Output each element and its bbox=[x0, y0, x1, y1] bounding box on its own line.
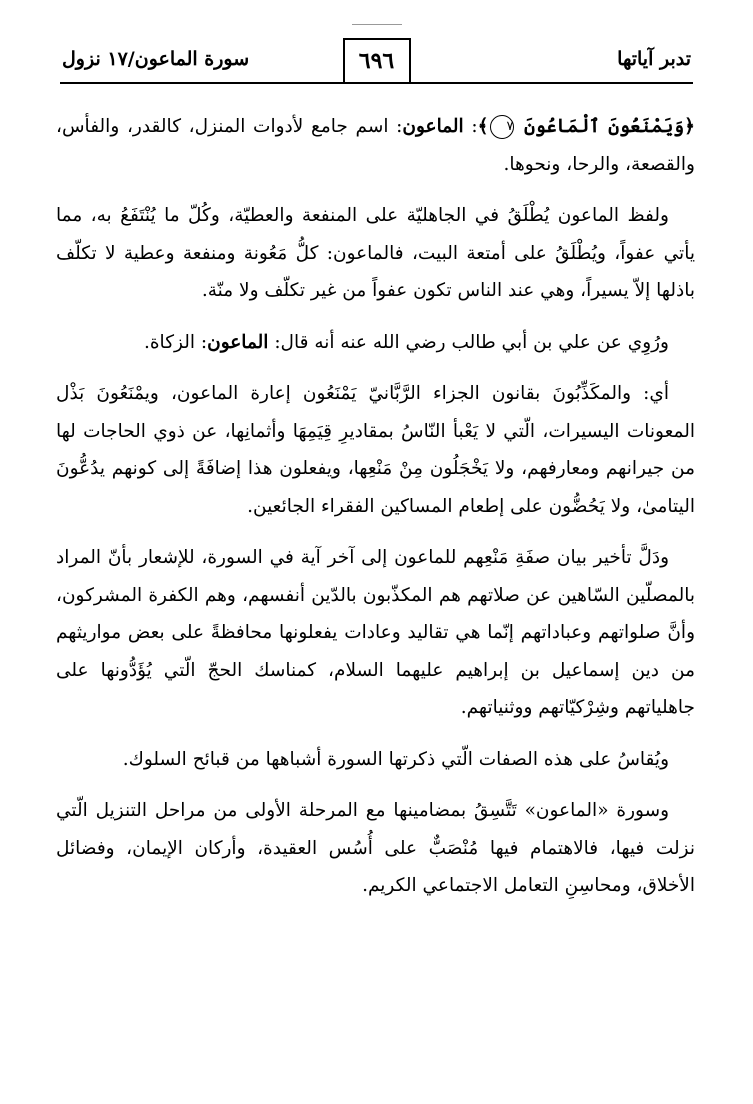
page-number: ٦٩٦ bbox=[343, 38, 411, 82]
header-tick-rule bbox=[352, 24, 402, 25]
chapter-title: سورة الماعون/١٧ نزول bbox=[62, 48, 250, 70]
defined-term: الماعون bbox=[402, 116, 464, 137]
paragraph-text: ولفظ الماعون يُطْلَقُ في الجاهليّة على المنفعة والعطيّة، وكُلّ ما يُنْتَفَعُ به، مما يأتي عفواً، ويُطْلَقُ على أمتعة البيت، فالماعون: كلُّ مَعُونة ومنفعة وعطية لا تكلّف باذلها إلاّ يسيراً، وهي عند الناس تكون عفواً من غير تكلّف ولا منّة. bbox=[56, 205, 695, 301]
paragraph-indication bbox=[56, 539, 695, 727]
narration-answer: الزكاة. bbox=[143, 331, 195, 353]
paragraph-meaning bbox=[56, 197, 695, 310]
verse-number-icon: ٧ bbox=[490, 115, 514, 139]
page-body bbox=[56, 108, 695, 919]
paragraph-text: وسورة «الماعون» تَتَّسِقُ بمضامينها مع المرحلة الأولى من مراحل التنزيل الّتي نزلت فيها، فالاهتمام فيها مُنْصَبٌّ على أُسُس العقيدة، وأركان الإيمان، وفضائل الأخلاق، ومحاسِنِ التعامل الاجتماعي الكريم. bbox=[56, 800, 695, 896]
narration-term: الماعون bbox=[207, 331, 269, 353]
page-header bbox=[60, 38, 693, 84]
paragraph-text: ودَلَّ تأخير بيان صفَةِ مَنْعِهم للماعون إلى آخر آية في السورة، للإشعار بأنّ المراد بالمصلّين السّاهين عن صلاتهم هم المكذّبون بالدّين أنفسهم، وهم الكفرة المشركون، وأنَّ صلواتهم وعباداتهم إنّما هي تقاليد وعادات يفعلونها محافظةً على بعض مواريثهم من دين إسماعيل بن إبراهيم عليهما السلام، كمناسك الحجّ الّتي يُؤَدُّونها على جاهلياتهم وشِرْكيّاتهم ووثنياتهم. bbox=[56, 547, 695, 718]
paragraph-text: ويُقاسُ على هذه الصفات الّتي ذكرتها السورة أشباهها من قبائح السلوك. bbox=[122, 748, 669, 770]
paragraph-explanation bbox=[56, 375, 695, 525]
paragraph-text: أي: والمكَذِّبُونَ بقانون الجزاء الرَّبَّانيّ يَمْنَعُون إعارة الماعون، ويمْنَعُونَ بَذْل المعونات اليسيرات، الّتي لا يَعْبأ النّاسُ بمقاديرِ قِيَمِهَا وأثمانِها، عن ذوي الحاجات لها من جيرانهم ومعارفهم، ولا يَخْجَلُون مِنْ مَنْعِها، ويفعلون هذا إضافَةً إلى كونهم يدُعُّونَ اليتامىٰ، ولا يَحُضُّون على إطعام المساكين الفقراء الجائعين. bbox=[56, 383, 695, 517]
paragraph-verse-definition: ﴿وَيَمْنَعُونَ ٱلْمَاعُونَ ٧﴾: الماعون: اسم جامع لأدوات المنزل، كالقدر، والفأس، والقصعة، والرحا، ونحوها. bbox=[56, 116, 695, 175]
narration-text: ورُوِي عن علي بن أبي طالب رضي الله عنه أنه قال: bbox=[274, 331, 669, 353]
running-title: تدبر آياتها bbox=[617, 48, 691, 70]
verse-close-bracket: ﴾ bbox=[477, 116, 489, 137]
verse-open-bracket: ﴿ bbox=[684, 116, 695, 137]
paragraph-conclusion bbox=[56, 792, 695, 905]
verse-text: وَيَمْنَعُونَ ٱلْمَاعُونَ bbox=[524, 116, 685, 137]
paragraph-analogy bbox=[56, 741, 695, 779]
paragraph-narration: ورُوِي عن علي بن أبي طالب رضي الله عنه أنه قال: الماعون: الزكاة. bbox=[143, 331, 669, 353]
definition-text: اسم جامع لأدوات المنزل، كالقدر، والفأس، والقصعة، والرحا، ونحوها. bbox=[56, 116, 695, 175]
